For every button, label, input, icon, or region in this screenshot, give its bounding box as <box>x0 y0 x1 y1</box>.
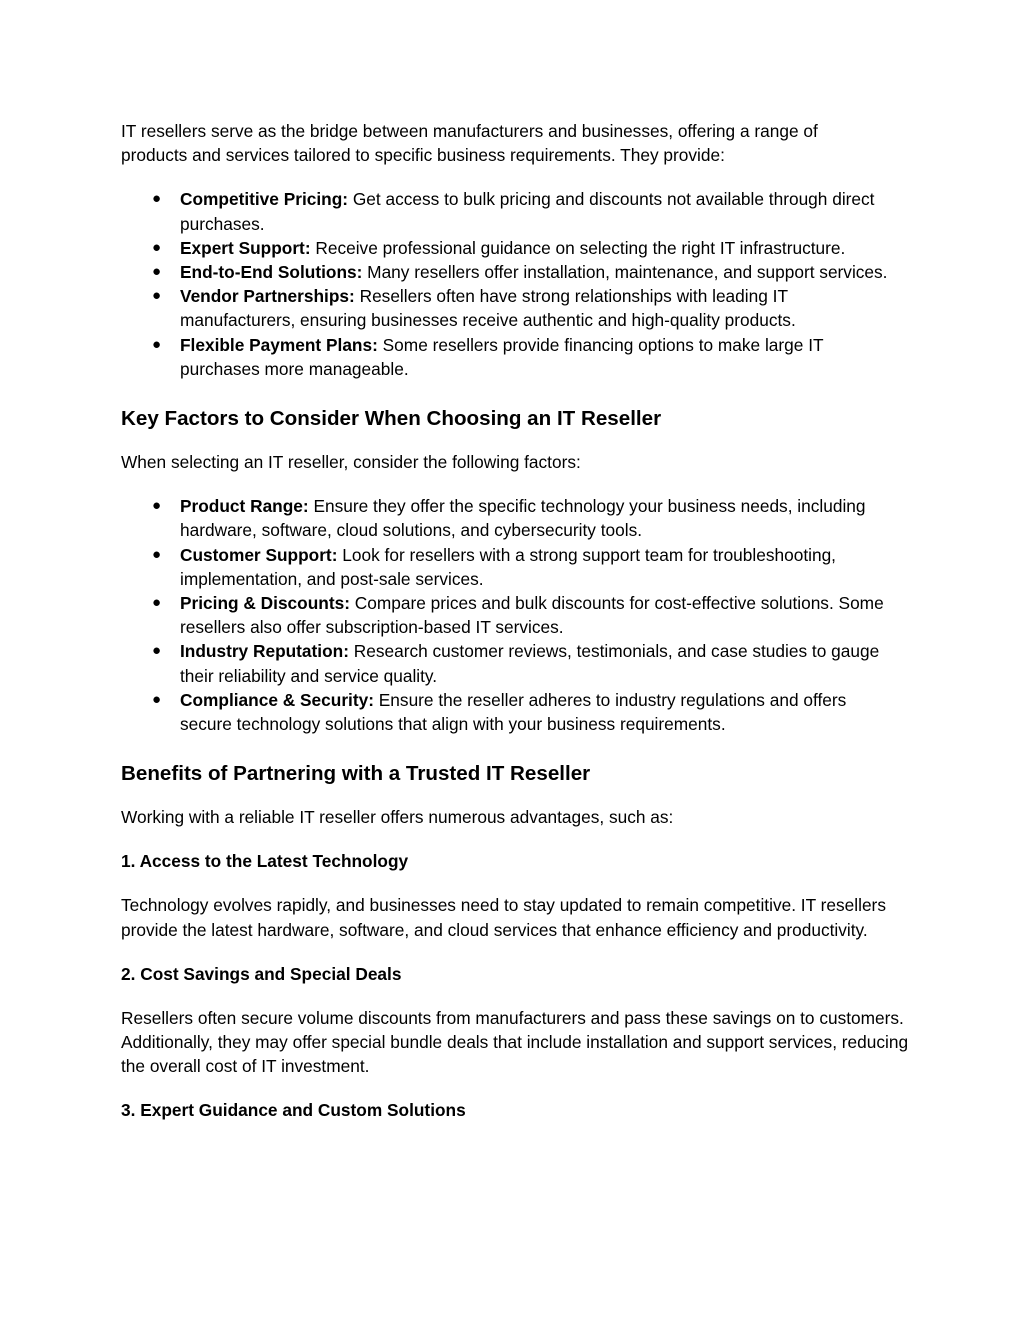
benefit-2-body: Resellers often secure volume discounts from manufacturers and pass these savings on to customers. Additionally, they may offer special bundle deals that include installation and support services, reducing the overall cost of IT investment. <box>121 1007 909 1077</box>
list-item-text: Ensure the reseller adheres to industry regulations and offers secure technology solutions that align with your business requirements. <box>180 689 847 735</box>
list-item-text: Receive professional guidance on selecting the right IT infrastructure. <box>310 237 846 258</box>
list-item <box>121 591 911 639</box>
list-item-term: Industry Reputation: <box>180 641 349 662</box>
document-body <box>121 119 911 1122</box>
list-item-text: Look for resellers with a strong support team for troubleshooting, implementation, and post-sale services. <box>180 544 836 589</box>
list-item-term: Pricing & Discounts: <box>180 593 350 614</box>
list-item <box>121 543 911 591</box>
list-item-text: Ensure they offer the specific technology your business needs, including hardware, software, cloud solutions, and cybersecurity tools. <box>180 496 866 541</box>
intro-line-1: IT resellers serve as the bridge between manufacturers and businesses, offering a range of <box>121 121 818 141</box>
list-item-text: Many resellers offer installation, maintenance, and support services. <box>362 262 888 283</box>
factors-heading: Key Factors to Consider When Choosing an IT Reseller <box>121 407 662 431</box>
benefit-2-heading: 2. Cost Savings and Special Deals <box>121 963 402 984</box>
bullet-icon: ● <box>152 594 162 612</box>
factors-lead: When selecting an IT reseller, consider the following factors: <box>121 452 581 473</box>
list-item-text: Research customer reviews, testimonials, and case studies to gauge their reliability and service quality. <box>180 641 880 686</box>
list-item-term: Expert Support: <box>180 237 311 258</box>
bullet-icon: ● <box>152 190 162 208</box>
list-item <box>121 639 911 687</box>
list-item-text: Resellers often have strong relationships with leading IT manufacturers, ensuring businesses receive authentic and high-quality products. <box>180 286 796 331</box>
list-item-text: Some resellers provide financing options to make large IT purchases more manageable. <box>180 334 824 379</box>
list-item-term: Product Range: <box>180 496 309 517</box>
benefit-3-heading: 3. Expert Guidance and Custom Solutions <box>121 1100 466 1121</box>
bullet-icon: ● <box>152 263 162 281</box>
list-item-term: Vendor Partnerships: <box>180 286 355 307</box>
list-item-term: Competitive Pricing: <box>180 189 349 210</box>
benefit-1-heading: 1. Access to the Latest Technology <box>121 851 409 872</box>
bullet-icon: ● <box>152 497 162 515</box>
factors-list <box>121 494 911 736</box>
benefits-heading: Benefits of Partnering with a Trusted IT Reseller <box>121 762 591 786</box>
list-item-term: Customer Support: <box>180 544 338 565</box>
list-item <box>121 494 911 542</box>
list-item-term: End-to-End Solutions: <box>180 262 363 283</box>
bullet-icon: ● <box>152 690 162 708</box>
benefits-lead: Working with a reliable IT reseller offers numerous advantages, such as: <box>121 807 674 828</box>
bullet-icon: ● <box>152 335 162 353</box>
list-item <box>121 260 911 284</box>
list-item <box>121 187 911 235</box>
bullet-icon: ● <box>152 238 162 256</box>
list-item <box>121 284 911 332</box>
intro-line-2: products and services tailored to specific business requirements. They provide: <box>121 145 725 166</box>
list-item <box>121 688 911 736</box>
provides-list <box>121 187 911 381</box>
bullet-icon: ● <box>152 642 162 660</box>
list-item-text: Get access to bulk pricing and discounts not available through direct purchases. <box>180 189 875 234</box>
bullet-icon: ● <box>152 287 162 305</box>
intro-paragraph <box>121 119 911 167</box>
list-item-term: Flexible Payment Plans: <box>180 334 378 355</box>
list-item <box>121 333 911 381</box>
bullet-icon: ● <box>152 545 162 563</box>
list-item <box>121 236 911 260</box>
list-item-term: Compliance & Security: <box>180 689 374 710</box>
benefit-1-body: Technology evolves rapidly, and businesses need to stay updated to remain competitive. IT resellers provide the latest hardware, software, and cloud services that enhance efficiency and productivity. <box>121 895 886 940</box>
list-item-text: Compare prices and bulk discounts for cost-effective solutions. Some resellers also offer subscription-based IT services. <box>180 593 884 638</box>
